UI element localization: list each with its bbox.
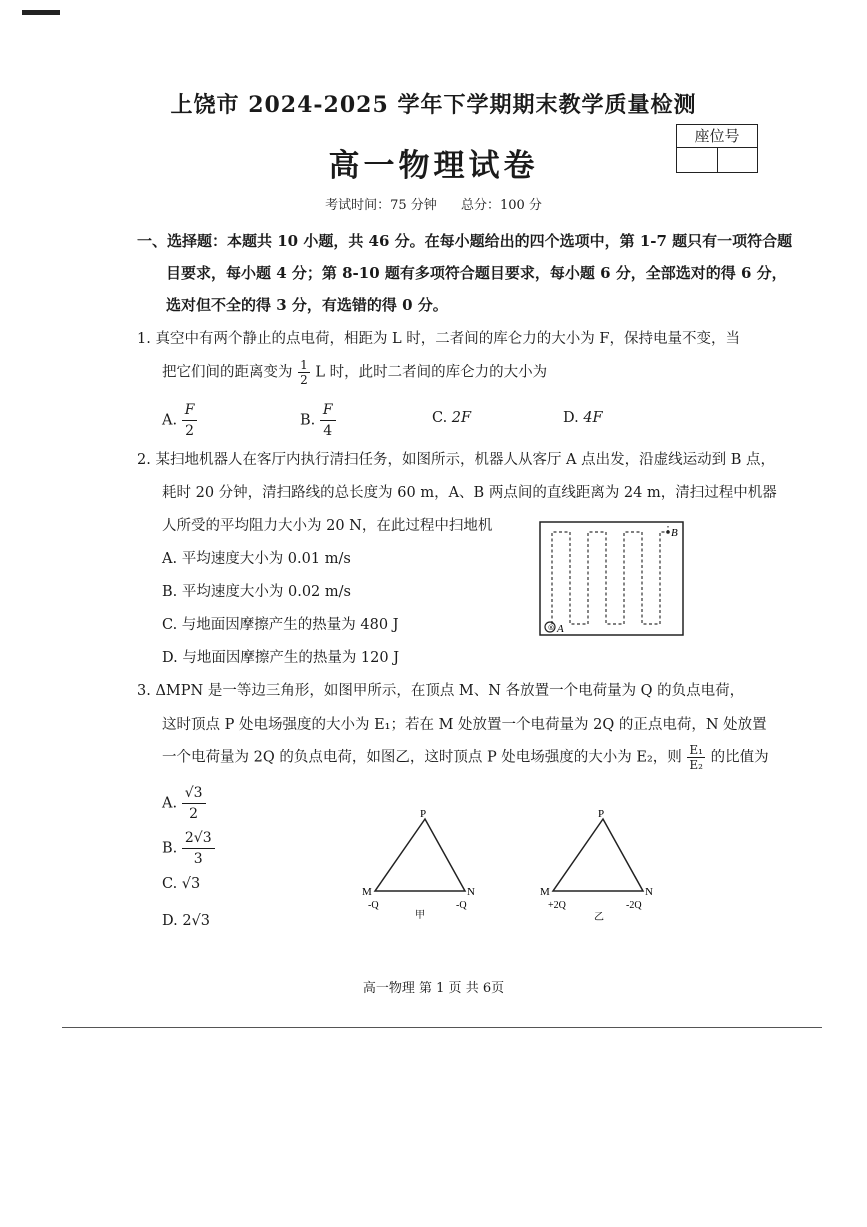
footer-rule	[62, 1027, 822, 1028]
exam-time: 考试时间：75 分钟	[325, 198, 437, 213]
triangle-b	[553, 819, 643, 891]
q3-line2: 这时顶点 P 处电场强度的大小为 E₁；若在 M 处放置一个电荷量为 2Q 的正点电荷，N 处放置	[162, 717, 767, 733]
robot-path-figure	[538, 520, 686, 638]
q3-option-a-num: √3	[182, 783, 206, 804]
section-heading-line3: 选对但不全的得 3 分，有选错的得 0 分。	[166, 296, 448, 314]
q3-option-c	[162, 876, 200, 892]
section-heading-line2: 目要求，每小题 4 分；第 8-10 题有多项符合题目要求，每小题 6 分，全部选对的得 6 分，	[166, 264, 787, 282]
q3-ratio-den: E₂	[689, 758, 703, 772]
q3-option-b-den: 3	[193, 851, 203, 867]
q1-option-c	[432, 410, 471, 426]
seat-number-box	[676, 124, 758, 173]
point-b-label: B	[671, 527, 678, 539]
q3-ratio-num: E₁	[689, 743, 703, 757]
triangle-figure-b	[528, 805, 668, 930]
q1-option-b	[300, 400, 336, 441]
q1-fraction-den: 2	[300, 373, 308, 387]
q3-option-a	[162, 783, 206, 824]
subject-title: 高一物理试卷	[328, 148, 539, 184]
q1-option-b-num: F	[320, 400, 336, 421]
q3-line1: 3. ΔMPN 是一等边三角形，如图甲所示，在顶点 M、N 各放置一个电荷量为 Q 的负点电荷，	[137, 683, 745, 699]
triangle-b-vertex-m: M	[540, 886, 550, 898]
seat-number-label: 座位号	[677, 125, 757, 148]
q3-option-a-frac	[182, 783, 206, 824]
total-score: 总分：100 分	[460, 198, 542, 213]
q2-line1: 2. 某扫地机器人在客厅内执行清扫任务，如图所示，机器人从客厅 A 点出发，沿虚线运动到 B 点，	[137, 452, 776, 468]
q1-option-d-label: D.	[563, 410, 579, 426]
triangle-a-caption: 甲	[415, 910, 425, 921]
triangle-figure-a	[350, 805, 490, 930]
exam-meta	[0, 194, 867, 213]
section-heading-line1: 一、选择题：本题共 10 小题，共 46 分。在每小题给出的四个选项中，第 1-7 题只有一项符合题	[137, 232, 793, 250]
point-b-marker	[666, 530, 670, 534]
q1-line2-post: L 时，此时二者间的库仑力的大小为	[315, 364, 548, 381]
triangle-b-vertex-p: P	[598, 808, 605, 820]
point-a-label: A	[557, 623, 564, 635]
q1-option-a-frac	[182, 400, 198, 441]
triangle-a-charge-n: -Q	[456, 900, 467, 911]
q1-option-a-num: F	[182, 400, 198, 421]
q2-option-a: A. 平均速度大小为 0.01 m/s	[162, 551, 351, 567]
triangle-b-caption: 乙	[594, 912, 604, 923]
q1-option-a-label: A.	[162, 412, 178, 429]
q1-option-d	[563, 410, 603, 426]
q2-line2: 耗时 20 分钟，清扫路线的总长度为 60 m，A、B 两点间的直线距离为 24 m，清扫过程中机器	[162, 485, 777, 501]
q3-option-a-label: A.	[162, 795, 178, 812]
q3-option-b-frac	[182, 828, 215, 869]
exam-title: 上饶市 2024-2025 学年下学期期末教学质量检测	[170, 92, 697, 118]
q1-option-c-label: C.	[432, 410, 448, 426]
q1-option-b-den: 4	[323, 423, 333, 439]
q1-line1: 1. 真空中有两个静止的点电荷，相距为 L 时，二者间的库仑力的大小为 F，保持电量不变，当	[137, 331, 740, 347]
q2-option-b: B. 平均速度大小为 0.02 m/s	[162, 584, 351, 600]
robot-symbol: ®	[547, 624, 555, 632]
q3-line3-pre: 一个电荷量为 2Q 的负点电荷，如图乙，这时顶点 P 处电场强度的大小为 E₂，则	[162, 749, 682, 766]
q1-line2	[162, 358, 547, 387]
q1-option-a-den: 2	[185, 423, 195, 439]
triangle-b-vertex-n: N	[645, 886, 653, 898]
q1-option-b-frac	[320, 400, 336, 441]
seat-box-divider	[717, 148, 718, 172]
q3-line3-post: 的比值为	[710, 749, 769, 766]
q1-fraction-num: 1	[300, 358, 308, 372]
q2-option-d: D. 与地面因摩擦产生的热量为 120 J	[162, 650, 400, 666]
room-outline	[540, 522, 683, 635]
q3-option-d-label: D.	[162, 913, 178, 929]
q1-line2-pre: 把它们间的距离变为	[162, 364, 293, 381]
q1-option-c-text: 2F	[451, 410, 472, 426]
q2-option-c: C. 与地面因摩擦产生的热量为 480 J	[162, 617, 399, 633]
cleaning-path	[552, 526, 668, 624]
triangle-a-charge-m: -Q	[368, 900, 379, 911]
q2-line3: 人所受的平均阻力大小为 20 N，在此过程中扫地机	[162, 518, 493, 534]
q3-option-b-num: 2√3	[182, 828, 215, 849]
page-footer: 高一物理 第 1 页 共 6页	[362, 981, 505, 996]
q3-line3	[162, 743, 769, 772]
q1-fraction	[298, 358, 310, 387]
triangle-a-vertex-n: N	[467, 886, 475, 898]
scan-edge-mark	[22, 10, 60, 15]
q3-option-c-label: C.	[162, 876, 178, 892]
q3-option-b-label: B.	[162, 840, 178, 857]
q3-option-c-text: √3	[181, 876, 201, 892]
triangle-a-vertex-p: P	[420, 808, 427, 820]
q3-ratio	[687, 743, 705, 772]
triangle-b-charge-m: +2Q	[548, 900, 566, 911]
triangle-a-vertex-m: M	[362, 886, 372, 898]
q1-option-b-label: B.	[300, 412, 316, 429]
q3-option-d	[162, 913, 210, 929]
triangle-a	[375, 819, 465, 891]
triangle-b-charge-n: -2Q	[626, 900, 642, 911]
q3-option-b	[162, 828, 215, 869]
q1-option-d-text: 4F	[583, 410, 603, 426]
q1-option-a	[162, 400, 197, 441]
q3-option-d-text: 2√3	[182, 913, 211, 929]
q3-option-a-den: 2	[189, 806, 199, 822]
